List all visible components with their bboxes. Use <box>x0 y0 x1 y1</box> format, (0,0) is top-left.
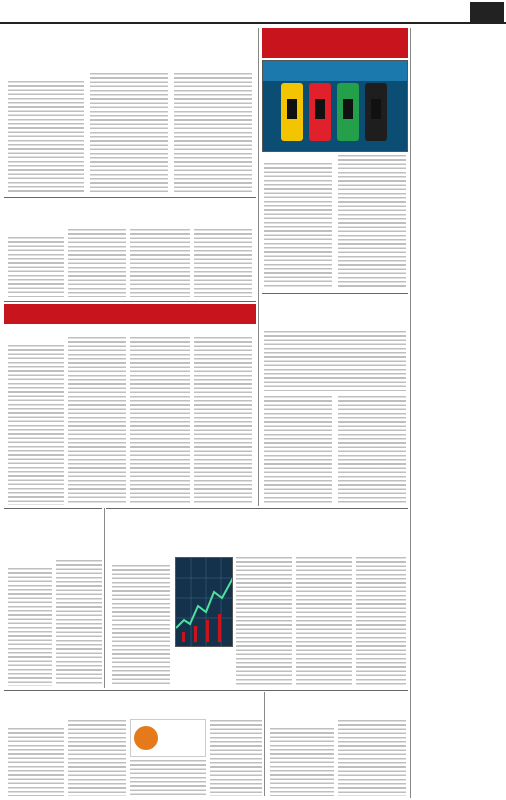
divider <box>106 508 408 509</box>
divider <box>4 690 408 691</box>
pan-body-col1 <box>270 728 334 796</box>
sensex-body-col1 <box>112 565 170 686</box>
ola-body-col3 <box>130 229 190 297</box>
fuel-photo <box>262 60 408 152</box>
masthead <box>0 0 506 24</box>
cars-headline-band <box>4 304 256 324</box>
scheme-body-col2 <box>56 560 102 686</box>
pan-body-col2 <box>338 720 406 796</box>
loan-body-col1 <box>264 396 332 504</box>
divider <box>258 28 259 506</box>
mudra-body-col1 <box>8 728 64 796</box>
divider <box>410 28 411 798</box>
divider <box>262 293 408 294</box>
divider <box>4 508 102 509</box>
market-body-col2 <box>90 73 168 193</box>
cars-body-col3 <box>130 337 190 505</box>
market-chart-photo <box>175 557 233 647</box>
loan-body-top <box>264 331 406 391</box>
cars-body-col2 <box>68 337 126 505</box>
stock-graph-icon <box>176 558 233 647</box>
sensex-body-col5 <box>356 557 406 686</box>
fuel-body-col1 <box>264 163 332 289</box>
mudra-body-col2 <box>68 720 126 796</box>
cars-body-col1 <box>8 345 64 505</box>
sensex-body-col4 <box>296 557 352 686</box>
scheme-body-col1 <box>8 568 52 686</box>
fuel-nozzle-icon <box>263 61 408 152</box>
page-number <box>470 2 504 22</box>
ola-body-col1 <box>8 237 64 297</box>
loan-body-col2 <box>338 396 406 504</box>
fuel-body-col2 <box>338 155 406 289</box>
fuel-headline-band <box>262 28 408 58</box>
mudra-body-col3 <box>130 760 206 796</box>
divider <box>4 301 256 302</box>
mudra-logo <box>130 719 206 757</box>
divider <box>104 508 105 688</box>
mudra-body-col4 <box>210 720 262 796</box>
market-body-col3 <box>174 73 252 193</box>
ola-body-col2 <box>68 229 126 297</box>
cars-body-col4 <box>194 337 252 505</box>
sensex-body-col3 <box>236 557 292 686</box>
market-body-col1 <box>8 81 84 193</box>
divider <box>4 197 256 198</box>
ola-body-col4 <box>194 229 252 297</box>
divider <box>264 692 265 796</box>
rupee-icon <box>134 726 158 750</box>
